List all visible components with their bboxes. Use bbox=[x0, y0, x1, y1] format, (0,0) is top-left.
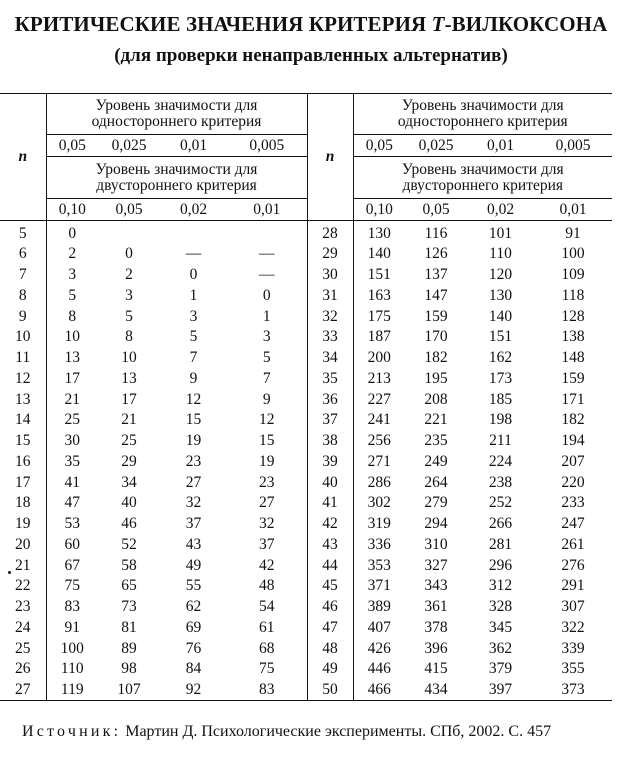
value-cell: 13 bbox=[121, 369, 137, 387]
table-row bbox=[0, 638, 612, 659]
value-cell: 55 bbox=[185, 577, 202, 595]
value-cell: 15 bbox=[185, 411, 202, 429]
value-cell: 21 bbox=[64, 390, 80, 408]
value-cell: 119 bbox=[60, 681, 84, 699]
table-row bbox=[0, 221, 612, 244]
value-cell: 235 bbox=[424, 432, 448, 450]
table-row bbox=[0, 265, 612, 286]
value-cell: 312 bbox=[488, 577, 513, 595]
n-cell: 42 bbox=[307, 514, 353, 535]
table-row bbox=[0, 493, 612, 514]
n-cell: 29 bbox=[307, 244, 353, 265]
table-row bbox=[0, 597, 612, 618]
value-cell: 200 bbox=[367, 349, 391, 367]
value-cell: 3 bbox=[189, 307, 198, 325]
value-cell: 446 bbox=[367, 660, 391, 678]
value-cell: 151 bbox=[488, 328, 513, 346]
value-cell: 29 bbox=[121, 452, 137, 470]
value-cell: — bbox=[259, 266, 275, 284]
value-cell: 41 bbox=[64, 473, 80, 491]
one-sided-level: 0,005 bbox=[555, 136, 591, 154]
value-cell: 397 bbox=[488, 681, 513, 699]
one-sided-level: 0,025 bbox=[111, 136, 147, 154]
value-cell: 434 bbox=[424, 681, 448, 699]
table-row bbox=[0, 389, 612, 410]
n-cell: 13 bbox=[0, 389, 46, 410]
value-cell: 353 bbox=[367, 556, 391, 574]
n-cell: 27 bbox=[0, 680, 46, 701]
value-cell: 47 bbox=[64, 494, 80, 512]
value-cell: 7 bbox=[262, 369, 271, 387]
n-cell: 21 bbox=[0, 555, 46, 576]
table-row bbox=[0, 348, 612, 369]
value-cell: 279 bbox=[424, 494, 448, 512]
value-cell: 76 bbox=[185, 639, 202, 657]
value-cell: 81 bbox=[121, 618, 137, 636]
value-cell: 1 bbox=[189, 286, 198, 304]
value-cell: 101 bbox=[488, 224, 513, 242]
value-cell: 68 bbox=[259, 639, 275, 657]
value-cell: 182 bbox=[561, 411, 585, 429]
n-cell: 28 bbox=[307, 221, 353, 244]
value-cell: 339 bbox=[561, 639, 585, 657]
value-cell: 37 bbox=[185, 515, 202, 533]
value-cell: 5 bbox=[189, 328, 198, 346]
value-cell: 130 bbox=[367, 224, 391, 242]
n-cell: 39 bbox=[307, 451, 353, 472]
value-cell: 3 bbox=[262, 328, 271, 346]
n-column-header: n bbox=[307, 94, 353, 221]
n-cell: 31 bbox=[307, 285, 353, 306]
value-cell: 75 bbox=[259, 660, 275, 678]
n-cell: 7 bbox=[0, 265, 46, 286]
n-cell: 14 bbox=[0, 410, 46, 431]
two-sided-level: 0,01 bbox=[253, 200, 281, 218]
n-cell: 40 bbox=[307, 472, 353, 493]
value-cell: 67 bbox=[64, 556, 80, 574]
value-cell: 159 bbox=[561, 369, 585, 387]
title-main: КРИТИЧЕСКИЕ ЗНАЧЕНИЯ КРИТЕРИЯ bbox=[14, 12, 432, 36]
value-cell: 171 bbox=[561, 390, 585, 408]
two-sided-level: 0,10 bbox=[365, 200, 393, 218]
n-cell: 49 bbox=[307, 659, 353, 680]
value-cell: 296 bbox=[488, 556, 513, 574]
n-cell: 47 bbox=[307, 617, 353, 638]
value-cell: 2 bbox=[125, 266, 133, 284]
value-cell: 58 bbox=[121, 556, 137, 574]
n-cell: 23 bbox=[0, 597, 46, 618]
two-sided-level: 0,02 bbox=[179, 200, 208, 218]
value-cell: 9 bbox=[262, 390, 271, 408]
value-cell: 0 bbox=[68, 224, 77, 242]
value-cell: 302 bbox=[367, 494, 391, 512]
value-cell: 221 bbox=[424, 411, 448, 429]
value-cell: 48 bbox=[259, 577, 275, 595]
value-cell: 61 bbox=[259, 618, 275, 636]
value-cell: — bbox=[259, 245, 275, 263]
n-cell: 44 bbox=[307, 555, 353, 576]
value-cell: 23 bbox=[185, 452, 202, 470]
n-cell: 50 bbox=[307, 680, 353, 701]
value-cell: 261 bbox=[561, 535, 585, 553]
table-row bbox=[0, 410, 612, 431]
value-cell: 396 bbox=[424, 639, 448, 657]
table-row bbox=[0, 368, 612, 389]
value-cell bbox=[160, 221, 227, 244]
value-cell: 249 bbox=[424, 452, 448, 470]
value-cell: 32 bbox=[259, 515, 275, 533]
value-cell: 30 bbox=[64, 432, 80, 450]
value-cell: 107 bbox=[117, 681, 141, 699]
value-cell: 19 bbox=[259, 452, 275, 470]
value-cell: 120 bbox=[488, 266, 513, 284]
n-cell: 11 bbox=[0, 348, 46, 369]
value-cell: 118 bbox=[561, 286, 585, 304]
value-cell: 140 bbox=[488, 307, 513, 325]
value-cell: 3 bbox=[125, 286, 133, 304]
value-cell: 345 bbox=[488, 618, 513, 636]
value-cell: 266 bbox=[488, 515, 513, 533]
value-cell: 162 bbox=[488, 349, 513, 367]
value-cell: 25 bbox=[121, 432, 137, 450]
page-title bbox=[0, 12, 622, 37]
n-cell: 35 bbox=[307, 368, 353, 389]
value-cell: 110 bbox=[489, 245, 512, 263]
n-cell: 5 bbox=[0, 221, 46, 244]
value-cell: 0 bbox=[262, 286, 271, 304]
value-cell: 10 bbox=[64, 328, 80, 346]
value-cell: 415 bbox=[424, 660, 448, 678]
table-row bbox=[0, 306, 612, 327]
n-cell: 8 bbox=[0, 285, 46, 306]
table-row bbox=[0, 659, 612, 680]
n-cell: 9 bbox=[0, 306, 46, 327]
one-sided-level: 0,05 bbox=[365, 136, 393, 154]
value-cell: 170 bbox=[424, 328, 448, 346]
value-cell: 373 bbox=[561, 681, 585, 699]
value-cell: 371 bbox=[367, 577, 391, 595]
n-cell: 12 bbox=[0, 368, 46, 389]
value-cell: 281 bbox=[488, 535, 513, 553]
value-cell: 163 bbox=[367, 286, 391, 304]
value-cell: 62 bbox=[185, 598, 202, 616]
value-cell: 137 bbox=[424, 266, 448, 284]
value-cell: 83 bbox=[259, 681, 275, 699]
n-cell: 6 bbox=[0, 244, 46, 265]
value-cell: 89 bbox=[121, 639, 137, 657]
value-cell: 91 bbox=[64, 618, 80, 636]
value-cell: 5 bbox=[262, 349, 271, 367]
n-cell: 38 bbox=[307, 431, 353, 452]
value-cell: 91 bbox=[565, 224, 581, 242]
n-cell: 36 bbox=[307, 389, 353, 410]
two-sided-header-right: Уровень значимости для двустороннего критерия bbox=[401, 160, 564, 194]
one-sided-header-left: Уровень значимости для одностороннего критерия bbox=[91, 97, 262, 130]
value-cell: 40 bbox=[121, 494, 137, 512]
value-cell: 65 bbox=[121, 577, 137, 595]
value-cell: 264 bbox=[424, 473, 448, 491]
n-column-header: n bbox=[0, 94, 46, 221]
value-cell: 276 bbox=[561, 556, 585, 574]
value-cell: 224 bbox=[488, 452, 513, 470]
n-cell: 22 bbox=[0, 576, 46, 597]
value-cell: 0 bbox=[189, 266, 198, 284]
value-cell: 241 bbox=[367, 411, 391, 429]
value-cell: 252 bbox=[488, 494, 513, 512]
value-cell: 5 bbox=[125, 307, 133, 325]
value-cell: 84 bbox=[185, 660, 202, 678]
value-cell: 9 bbox=[189, 369, 198, 387]
value-cell: 198 bbox=[488, 411, 513, 429]
value-cell: 286 bbox=[367, 473, 391, 491]
table-row bbox=[0, 327, 612, 348]
value-cell: 307 bbox=[561, 598, 585, 616]
value-cell: 128 bbox=[561, 307, 585, 325]
value-cell: 54 bbox=[259, 598, 275, 616]
source-text: Мартин Д. Психологические эксперименты. СПб, 2002. С. 457 bbox=[125, 723, 552, 740]
one-sided-level: 0,01 bbox=[179, 136, 208, 154]
n-cell: 46 bbox=[307, 597, 353, 618]
two-sided-level: 0,05 bbox=[115, 200, 143, 218]
table-row bbox=[0, 285, 612, 306]
value-cell: 220 bbox=[561, 473, 585, 491]
value-cell: 213 bbox=[367, 369, 391, 387]
value-cell: 17 bbox=[121, 390, 137, 408]
table-row bbox=[0, 680, 612, 701]
title-end: -ВИЛКОКСОНА bbox=[444, 12, 608, 36]
page-subtitle: (для проверки ненаправленных альтернатив) bbox=[114, 45, 508, 66]
table-row bbox=[0, 514, 612, 535]
value-cell: 247 bbox=[561, 515, 585, 533]
value-cell: 208 bbox=[424, 390, 448, 408]
value-cell: 140 bbox=[367, 245, 391, 263]
value-cell: 49 bbox=[185, 556, 202, 574]
source-label: Источник: bbox=[22, 723, 122, 740]
value-cell: 194 bbox=[561, 432, 585, 450]
value-cell: 32 bbox=[185, 494, 202, 512]
value-cell: 378 bbox=[424, 618, 448, 636]
table-row bbox=[0, 244, 612, 265]
value-cell: 327 bbox=[424, 556, 448, 574]
value-cell: 328 bbox=[488, 598, 513, 616]
value-cell: 466 bbox=[367, 681, 391, 699]
value-cell: 75 bbox=[64, 577, 80, 595]
value-cell: 294 bbox=[424, 515, 448, 533]
value-cell: 100 bbox=[561, 245, 585, 263]
one-sided-level: 0,05 bbox=[58, 136, 86, 154]
value-cell: 53 bbox=[64, 515, 80, 533]
value-cell: 426 bbox=[367, 639, 391, 657]
value-cell: 83 bbox=[64, 598, 80, 616]
n-cell: 16 bbox=[0, 451, 46, 472]
value-cell: 8 bbox=[68, 307, 77, 325]
table-row bbox=[0, 472, 612, 493]
value-cell: 7 bbox=[189, 349, 198, 367]
value-cell: — bbox=[185, 245, 202, 263]
value-cell: 159 bbox=[424, 307, 448, 325]
value-cell: 147 bbox=[424, 286, 448, 304]
value-cell: 69 bbox=[185, 618, 202, 636]
value-cell: 98 bbox=[121, 660, 137, 678]
value-cell bbox=[98, 221, 160, 244]
two-sided-level: 0,10 bbox=[58, 200, 86, 218]
n-cell: 30 bbox=[307, 265, 353, 286]
value-cell: 379 bbox=[488, 660, 513, 678]
n-cell: 37 bbox=[307, 410, 353, 431]
value-cell: 256 bbox=[367, 432, 391, 450]
value-cell: 0 bbox=[125, 245, 133, 263]
two-sided-level: 0,02 bbox=[486, 200, 515, 218]
n-cell: 19 bbox=[0, 514, 46, 535]
value-cell: 362 bbox=[488, 639, 513, 657]
one-sided-header-right: Уровень значимости для одностороннего критерия bbox=[397, 97, 568, 130]
n-cell: 32 bbox=[307, 306, 353, 327]
value-cell: 92 bbox=[185, 681, 202, 699]
value-cell: 187 bbox=[367, 328, 391, 346]
n-cell: 10 bbox=[0, 327, 46, 348]
value-cell: 27 bbox=[259, 494, 275, 512]
n-cell: 25 bbox=[0, 638, 46, 659]
table-row bbox=[0, 534, 612, 555]
value-cell: 17 bbox=[64, 369, 80, 387]
value-cell: 25 bbox=[64, 411, 80, 429]
n-cell: 41 bbox=[307, 493, 353, 514]
table-header bbox=[0, 94, 612, 221]
value-cell: 43 bbox=[185, 535, 202, 553]
value-cell: 52 bbox=[121, 535, 137, 553]
value-cell: 13 bbox=[64, 349, 80, 367]
table-body bbox=[0, 221, 612, 701]
table-row bbox=[0, 576, 612, 597]
table-row bbox=[0, 451, 612, 472]
n-cell: 34 bbox=[307, 348, 353, 369]
two-sided-level: 0,05 bbox=[422, 200, 450, 218]
value-cell: 175 bbox=[367, 307, 391, 325]
value-cell: 227 bbox=[367, 390, 391, 408]
n-cell: 20 bbox=[0, 534, 46, 555]
value-cell: 23 bbox=[259, 473, 275, 491]
table-row bbox=[0, 617, 612, 638]
critical-values-table bbox=[0, 93, 612, 701]
table-row bbox=[0, 431, 612, 452]
n-cell: 48 bbox=[307, 638, 353, 659]
n-cell: 43 bbox=[307, 534, 353, 555]
two-sided-level: 0,01 bbox=[559, 200, 587, 218]
value-cell: 185 bbox=[488, 390, 513, 408]
value-cell: 10 bbox=[121, 349, 137, 367]
value-cell: 355 bbox=[561, 660, 585, 678]
value-cell: 336 bbox=[367, 535, 391, 553]
value-cell: 126 bbox=[424, 245, 448, 263]
value-cell: 1 bbox=[262, 307, 271, 325]
value-cell: 148 bbox=[561, 349, 585, 367]
two-sided-header-left: Уровень значимости для двустороннего критерия bbox=[95, 160, 258, 194]
title-letter: T bbox=[431, 12, 445, 36]
value-cell: 361 bbox=[424, 598, 448, 616]
value-cell: 271 bbox=[367, 452, 391, 470]
value-cell: 207 bbox=[561, 452, 585, 470]
value-cell: 310 bbox=[424, 535, 448, 553]
value-cell: 173 bbox=[488, 369, 513, 387]
value-cell: 60 bbox=[64, 535, 80, 553]
value-cell: 343 bbox=[424, 577, 448, 595]
value-cell: 12 bbox=[259, 411, 275, 429]
value-cell: 130 bbox=[488, 286, 513, 304]
value-cell: 73 bbox=[121, 598, 137, 616]
n-cell: 26 bbox=[0, 659, 46, 680]
value-cell: 407 bbox=[367, 618, 391, 636]
value-cell: 109 bbox=[561, 266, 585, 284]
n-cell: 15 bbox=[0, 431, 46, 452]
value-cell: 35 bbox=[64, 452, 80, 470]
value-cell: 211 bbox=[489, 432, 512, 450]
value-cell: 116 bbox=[424, 224, 448, 242]
value-cell bbox=[227, 221, 307, 244]
value-cell: 100 bbox=[60, 639, 84, 657]
value-cell: 21 bbox=[121, 411, 137, 429]
value-cell: 2 bbox=[68, 245, 77, 263]
value-cell: 15 bbox=[259, 432, 275, 450]
value-cell: 238 bbox=[488, 473, 513, 491]
table-row bbox=[0, 555, 612, 576]
n-cell: 45 bbox=[307, 576, 353, 597]
value-cell: 151 bbox=[367, 266, 391, 284]
value-cell: 12 bbox=[185, 390, 202, 408]
n-cell: 17 bbox=[0, 472, 46, 493]
value-cell: 34 bbox=[121, 473, 137, 491]
value-cell: 42 bbox=[259, 556, 275, 574]
value-cell: 195 bbox=[424, 369, 448, 387]
value-cell: 322 bbox=[561, 618, 585, 636]
value-cell: 182 bbox=[424, 349, 448, 367]
value-cell: 110 bbox=[60, 660, 84, 678]
n-cell: 18 bbox=[0, 493, 46, 514]
scan-speck bbox=[8, 571, 11, 574]
value-cell: 389 bbox=[367, 598, 391, 616]
one-sided-level: 0,025 bbox=[418, 136, 454, 154]
value-cell: 27 bbox=[185, 473, 202, 491]
value-cell: 138 bbox=[561, 328, 585, 346]
value-cell: 37 bbox=[259, 535, 275, 553]
value-cell: 19 bbox=[185, 432, 202, 450]
value-cell: 319 bbox=[367, 515, 391, 533]
n-cell: 24 bbox=[0, 617, 46, 638]
value-cell: 5 bbox=[68, 286, 77, 304]
n-cell: 33 bbox=[307, 327, 353, 348]
one-sided-level: 0,01 bbox=[486, 136, 515, 154]
source-note bbox=[22, 723, 551, 741]
value-cell: 233 bbox=[561, 494, 585, 512]
one-sided-level: 0,005 bbox=[249, 136, 285, 154]
value-cell: 8 bbox=[125, 328, 133, 346]
value-cell: 46 bbox=[121, 515, 137, 533]
value-cell: 291 bbox=[561, 577, 585, 595]
value-cell: 3 bbox=[68, 266, 77, 284]
